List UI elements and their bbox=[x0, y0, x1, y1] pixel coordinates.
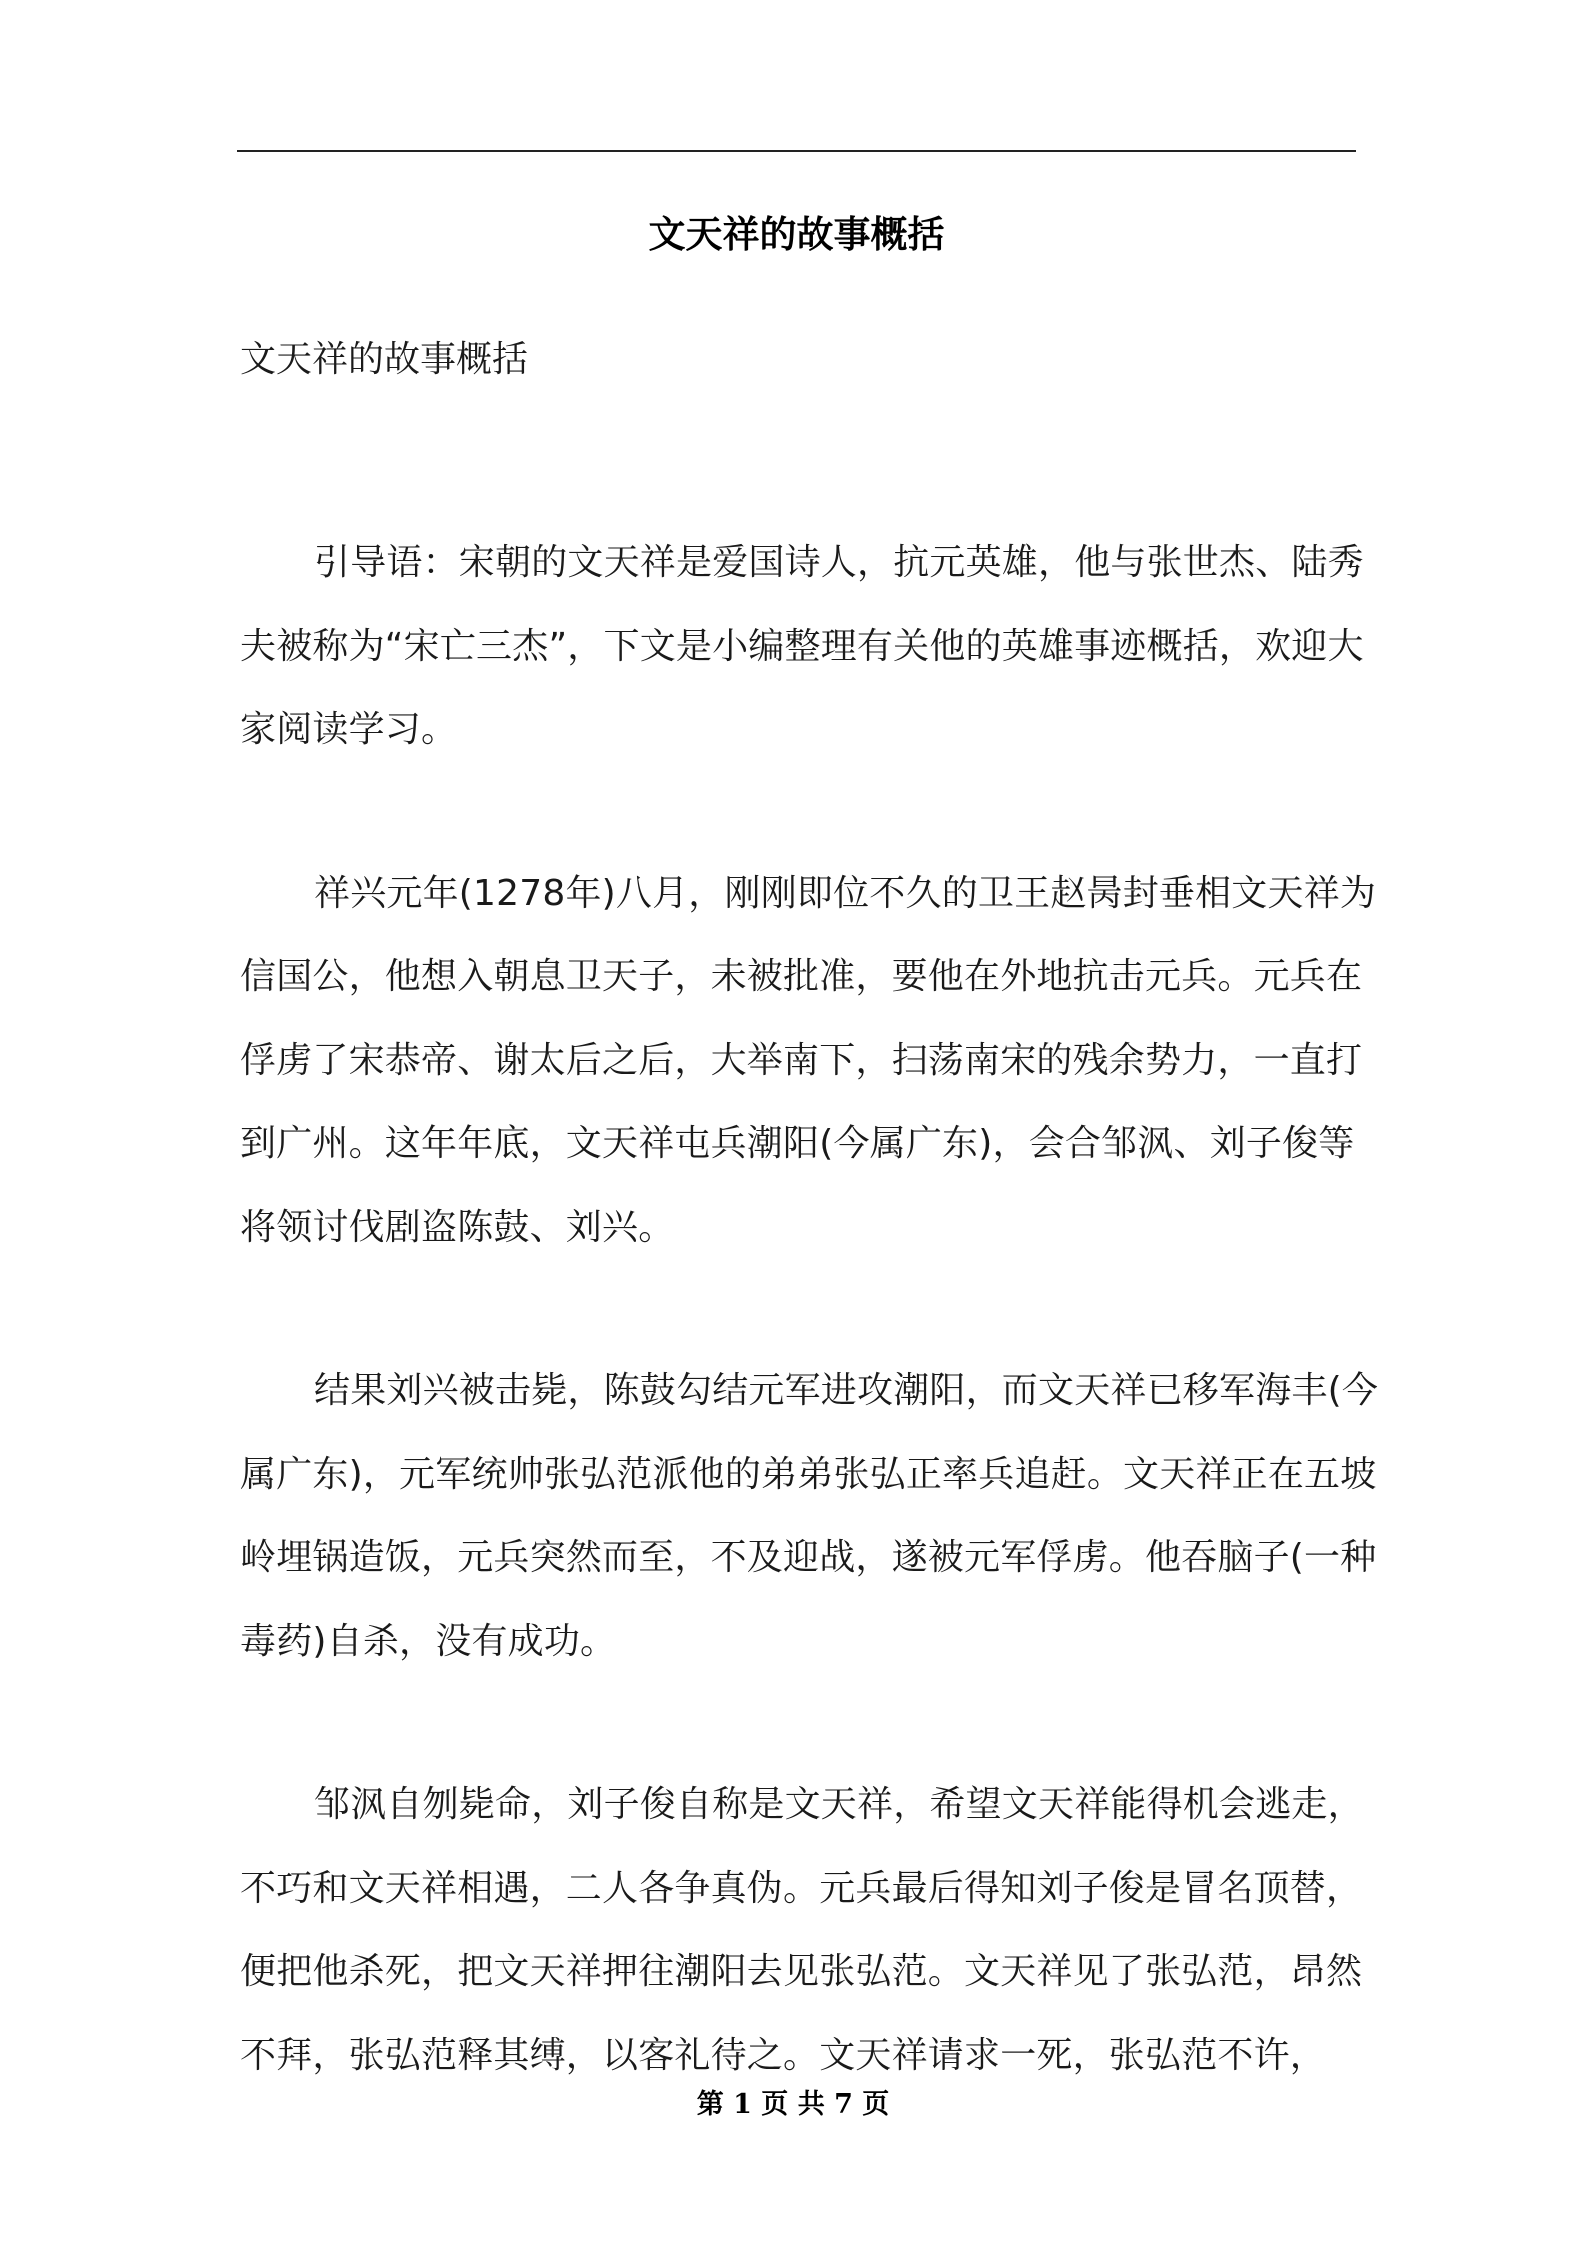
document-subtitle: 文天祥的故事概括 bbox=[240, 339, 529, 380]
page-title: 文天祥的故事概括 bbox=[648, 213, 945, 256]
paragraph-4: 邹沨自刎毙命，刘子俊自称是文天祥，希望文天祥能得机会逃走，不巧和文天祥相遇，二人各争真伪。元兵最后得知刘子俊是冒名顶替，便把他杀死，把文天祥押往潮阳去见张弘范。文天祥见了张弘范，昂然不拜，张弘范释其缚，以客礼待之。文天祥请求一死，张弘范不许， bbox=[240, 1784, 1364, 2076]
paragraph-intro: 引导语：宋朝的文天祥是爱国诗人，抗元英雄，他与张世杰、陆秀夫被称为“宋亡三杰”，下文是小编整理有关他的英雄事迹概括，欢迎大家阅读学习。 bbox=[240, 542, 1364, 750]
paragraph-3: 结果刘兴被击毙，陈鼓勾结元军进攻潮阳，而文天祥已移军海丰(今属广东)，元军统帅张弘范派他的弟弟张弘正率兵追赶。文天祥正在五坡岭埋锅造饭，元兵突然而至，不及迎战，遂被元军俘虏。他吞脑子(一种毒药)自杀，没有成功。 bbox=[240, 1370, 1379, 1662]
header-rule bbox=[237, 150, 1356, 152]
paragraph-2: 祥兴元年(1278年)八月，刚刚即位不久的卫王赵昺封垂相文天祥为信国公，他想入朝息卫天子，未被批准，要他在外地抗击元兵。元兵在俘虏了宋恭帝、谢太后之后，大举南下，扫荡南宋的残余势力，一直打到广州。这年年底，文天祥屯兵潮阳(今属广东)，会合邹沨、刘子俊等将领讨伐剧盗陈鼓、刘兴。 bbox=[240, 872, 1377, 1248]
page-number-footer: 第 1 页 共 7 页 bbox=[696, 2089, 890, 2120]
document-body bbox=[240, 330, 1390, 2097]
